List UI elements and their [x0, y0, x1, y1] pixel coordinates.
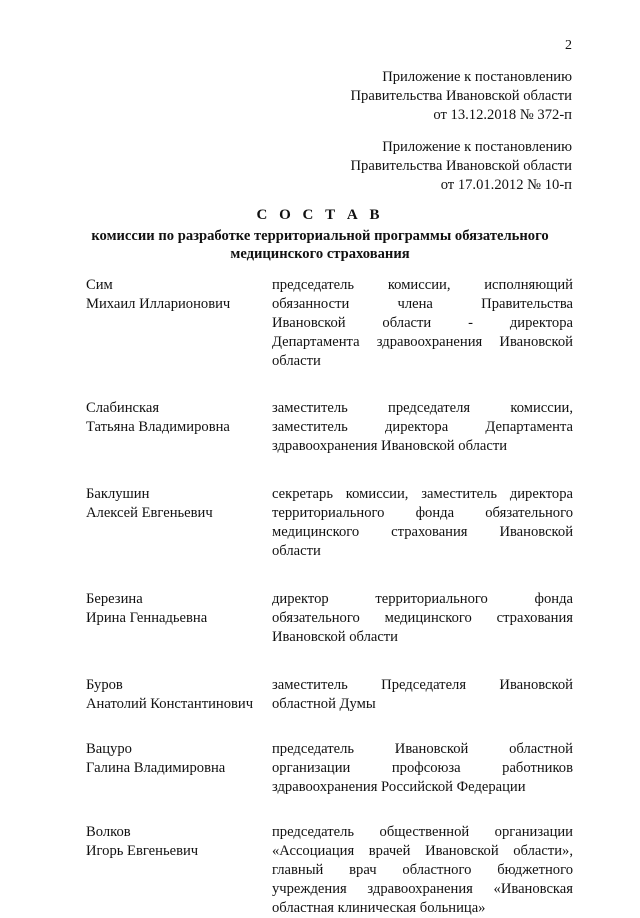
member-role-line: Ивановской области — [272, 629, 398, 645]
member-surname: Вацуро — [86, 741, 132, 757]
member-surname: Слабинская — [86, 400, 160, 416]
member-role-line: председатель Ивановской областной — [272, 741, 573, 757]
member-role — [272, 590, 573, 647]
member-given-names: Татьяна Владимировна — [86, 419, 230, 435]
member-surname: Березина — [86, 591, 143, 607]
member-role-line: Департамента здравоохранения Ивановской — [272, 334, 573, 350]
appendix-original-line3: от 17.01.2012 № 10-п — [440, 177, 572, 193]
member-surname: Сим — [86, 277, 113, 293]
appendix-original-block — [252, 138, 572, 195]
title-sub-line1: комиссии по разработке территориальной программы обязательного — [91, 228, 549, 244]
member-role — [272, 676, 573, 714]
member-role-line: обязанности члена Правительства — [272, 296, 573, 312]
member-role — [272, 485, 573, 561]
member-role-line: медицинского страхования Ивановской — [272, 524, 573, 540]
member-role-line: области — [272, 543, 321, 559]
title-main: С О С Т А В — [256, 207, 384, 223]
member-role-line: председатель общественной организации — [272, 824, 573, 840]
member-entry — [86, 590, 573, 647]
member-role-line: директор территориального фонда — [272, 591, 573, 607]
member-name — [86, 676, 272, 714]
member-entry — [86, 485, 573, 561]
member-name — [86, 590, 272, 647]
member-role-line: организации профсоюза работников — [272, 760, 573, 776]
member-surname: Волков — [86, 824, 131, 840]
member-role-line: областной Думы — [272, 696, 376, 712]
member-given-names: Галина Владимировна — [86, 760, 226, 776]
appendix-current-line3: от 13.12.2018 № 372-п — [433, 107, 572, 123]
member-role-line: области — [272, 353, 321, 369]
member-role-line: областная клиническая больница» — [272, 900, 486, 916]
appendix-original-line2: Правительства Ивановской области — [350, 158, 572, 174]
title-sub-line2: медицинского страхования — [230, 246, 410, 262]
member-name — [86, 485, 272, 561]
member-name — [86, 823, 272, 918]
member-role-line: председатель комиссии, исполняющий — [272, 277, 573, 293]
member-given-names: Анатолий Константинович — [86, 696, 254, 712]
member-given-names: Алексей Евгеньевич — [86, 505, 213, 521]
member-name — [86, 399, 272, 456]
member-surname: Баклушин — [86, 486, 150, 502]
member-role-line: здравоохранения Ивановской области — [272, 438, 508, 454]
members-list — [86, 276, 573, 918]
member-role-line: заместитель Председателя Ивановской — [272, 677, 573, 693]
page-number: 2 — [565, 38, 572, 53]
member-role-line: «Ассоциация врачей Ивановской области», — [272, 843, 573, 859]
member-given-names: Михаил Илларионович — [86, 296, 231, 312]
member-role — [272, 399, 573, 456]
member-given-names: Игорь Евгеньевич — [86, 843, 199, 859]
member-role-line: заместитель председателя комиссии, — [272, 400, 573, 416]
member-role — [272, 823, 573, 918]
member-surname: Буров — [86, 677, 123, 693]
member-entry — [86, 823, 573, 918]
member-role-line: территориального фонда обязательного — [272, 505, 573, 521]
appendix-original-line1: Приложение к постановлению — [382, 139, 572, 155]
member-entry — [86, 399, 573, 456]
member-role — [272, 740, 573, 797]
member-entry — [86, 676, 573, 714]
title-subtitle — [60, 227, 580, 263]
member-role-line: обязательного медицинского страхования — [272, 610, 573, 626]
member-role-line: секретарь комиссии, заместитель директора — [272, 486, 573, 502]
member-given-names: Ирина Геннадьевна — [86, 610, 208, 626]
appendix-current-line2: Правительства Ивановской области — [350, 88, 572, 104]
member-role-line: заместитель директора Департамента — [272, 419, 573, 435]
member-role — [272, 276, 573, 371]
appendix-current-block — [252, 68, 572, 125]
document-title — [60, 206, 580, 263]
member-name — [86, 740, 272, 797]
member-entry — [86, 276, 573, 371]
appendix-current-line1: Приложение к постановлению — [382, 69, 572, 85]
member-name — [86, 276, 272, 371]
member-role-line: здравоохранения Российской Федерации — [272, 779, 526, 795]
member-role-line: учреждения здравоохранения «Ивановская — [272, 881, 573, 897]
member-entry — [86, 740, 573, 797]
member-role-line: главный врач областного бюджетного — [272, 862, 573, 878]
member-role-line: Ивановской области - директора — [272, 315, 573, 331]
